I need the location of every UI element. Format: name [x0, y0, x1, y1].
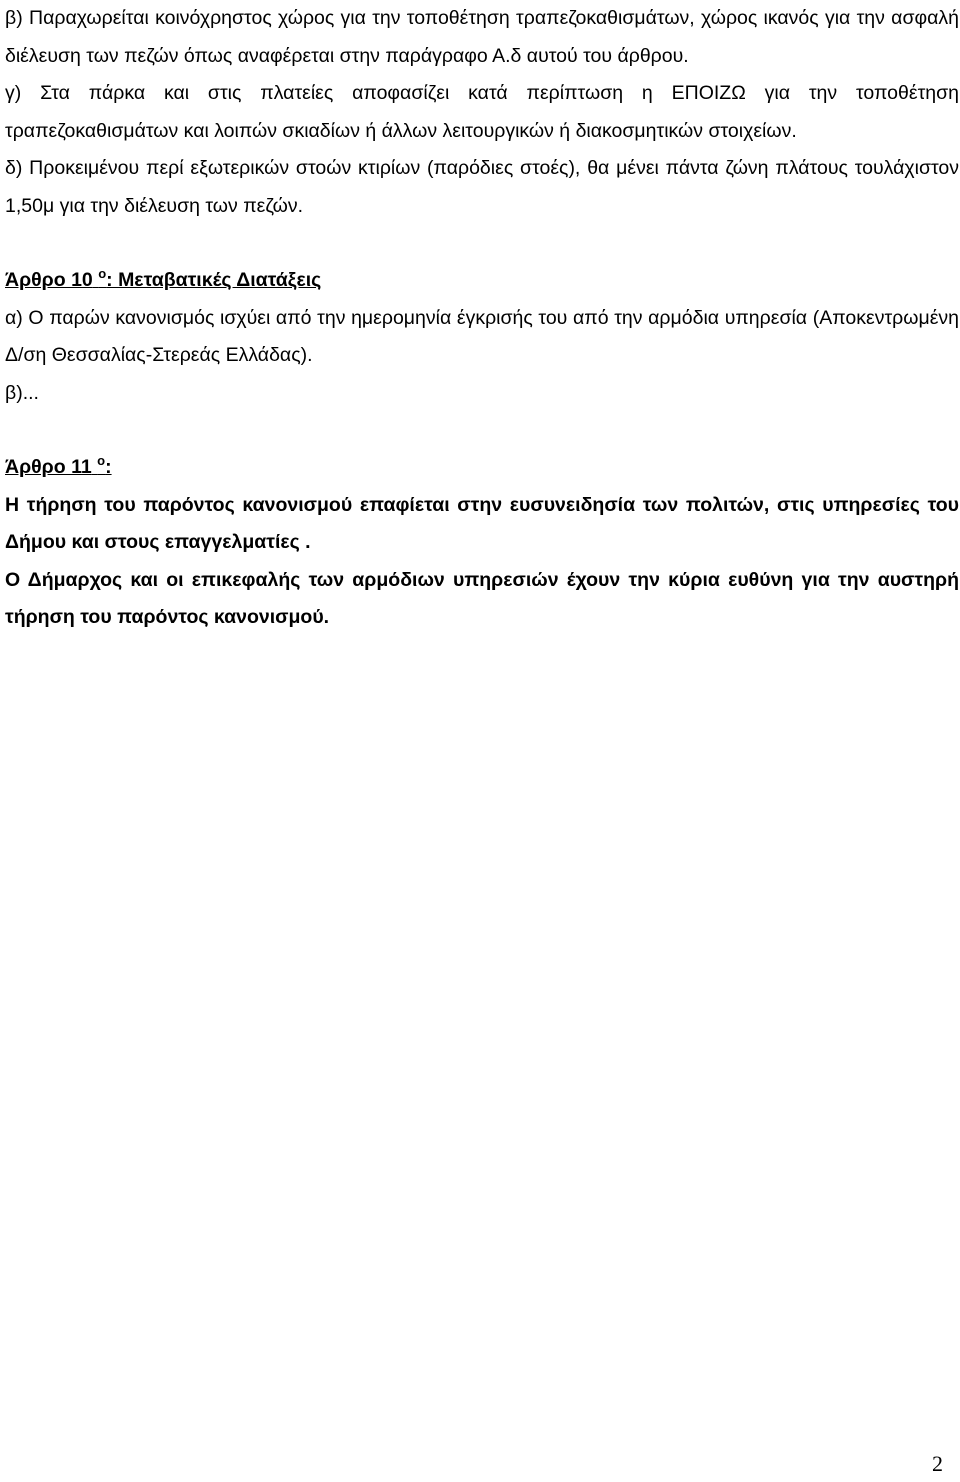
article-11-heading	[5, 449, 959, 487]
section-spacer	[5, 412, 959, 449]
article-10-paragraph-a: α) Ο παρών κανονισμός ισχύει από την ημερομηνία έγκρισής του από την αρμόδια υπηρεσία (Αποκεντρωμένη Δ/ση Θεσσαλίας-Στερεάς Ελλάδας).	[5, 306, 959, 366]
article-10-heading	[5, 262, 959, 300]
article-10-heading-suffix: : Μεταβατικές Διατάξεις	[106, 269, 322, 291]
article-9-paragraph-c: γ) Στα πάρκα και στις πλατείες αποφασίζει κατά περίπτωση η ΕΠΟΙΖΩ για την τοποθέτηση τραπεζοκαθισμάτων και λοιπών σκιαδίων ή άλλων λειτουργικών ή διακοσμητικών στοιχείων.	[5, 82, 959, 142]
section-spacer	[5, 225, 959, 262]
article-11-paragraph-2: Ο Δήμαρχος και οι επικεφαλής των αρμόδιων υπηρεσιών έχουν την κύρια ευθύνη για την αυστηρή τήρηση του παρόντος κανονισμού.	[5, 568, 959, 628]
article-11-heading-suffix: :	[105, 456, 112, 478]
article-10-heading-prefix: Άρθρο 10	[5, 269, 93, 291]
article-11-heading-superscript: ο	[97, 453, 106, 468]
page-number: 2	[932, 1451, 943, 1476]
article-11-paragraph-1: Η τήρηση του παρόντος κανονισμού επαφίεται στην ευσυνειδησία των πολιτών, στις υπηρεσίες του Δήμου και στους επαγγελματίες .	[5, 493, 959, 553]
document-page	[5, 0, 959, 637]
article-9-paragraph-b: β) Παραχωρείται κοινόχρηστος χώρος για την τοποθέτηση τραπεζοκαθισμάτων, χώρος ικανός για την ασφαλή διέλευση των πεζών όπως αναφέρεται στην παράγραφο Α.δ αυτού του άρθρου.	[5, 7, 959, 67]
article-10-heading-superscript: ο	[98, 266, 107, 281]
article-10-paragraph-b: β)...	[5, 381, 39, 404]
article-11-heading-prefix: Άρθρο 11	[5, 456, 92, 478]
article-9-paragraph-d: δ) Προκειμένου περί εξωτερικών στοών κτιρίων (παρόδιες στοές), θα μένει πάντα ζώνη πλάτους τουλάχιστον 1,50μ για την διέλευση των πεζών.	[5, 157, 959, 217]
